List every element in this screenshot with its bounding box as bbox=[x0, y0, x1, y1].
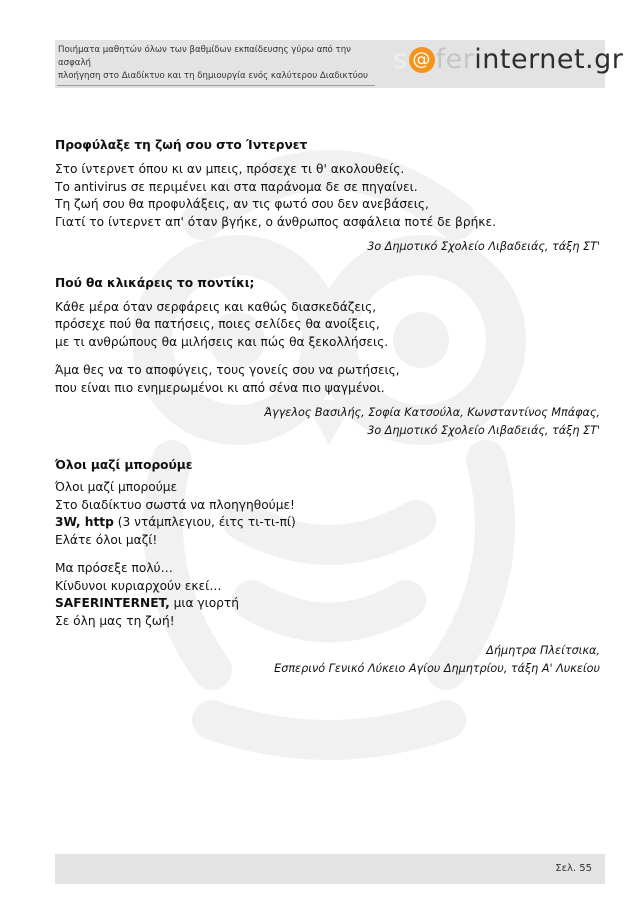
poem-line: Άμα θες να το αποφύγεις, τους γονείς σου να ρωτήσεις, bbox=[55, 363, 400, 377]
poem-line: Ελάτε όλοι μαζί! bbox=[55, 532, 158, 547]
poem-author: Άγγελος Βασιλής, Σοφία Κατσούλα, Κωνσταντίνος Μπάφας, bbox=[264, 406, 600, 419]
poem-author: Δήμητρα Πλείτσικα, bbox=[486, 644, 600, 657]
poem-line: Τη ζωή σου θα προφυλάξεις, αν τις φωτό σου δεν ανεβάσεις, bbox=[55, 197, 429, 211]
poem-author: 3ο Δημοτικό Σχολείο Λιβαδειάς, τάξη ΣΤ' bbox=[367, 240, 600, 253]
logo-at-icon: @ bbox=[409, 47, 435, 73]
logo-fer: fer bbox=[435, 44, 475, 75]
poem-author: 3ο Δημοτικό Σχολείο Λιβαδειάς, τάξη ΣΤ' bbox=[367, 423, 600, 437]
poem-title: Όλοι μαζί μπορούμε bbox=[55, 458, 193, 472]
logo-s: s bbox=[393, 44, 408, 75]
poem-line: που είναι πιο ενημερωμένοι κι από σένα πιο ψαγμένοι. bbox=[55, 380, 385, 395]
poem-line: Στο διαδίκτυο σωστά να πλοηγηθούμε! bbox=[55, 497, 295, 512]
header-caption-line-1: Ποιήματα μαθητών όλων των βαθμίδων εκπαίδευσης γύρω από την ασφαλή bbox=[58, 45, 351, 68]
poem-line bbox=[55, 595, 600, 613]
poem-title: Πού θα κλικάρεις το ποντίκι; bbox=[55, 275, 255, 290]
header-caption bbox=[58, 44, 378, 83]
poem-line: πρόσεχε πού θα πατήσεις, ποιες σελίδες θα ανοίξεις, bbox=[55, 317, 380, 331]
poem-author: Εσπερινό Γενικό Λύκειο Αγίου Δημητρίου, τάξη Α' Λυκείου bbox=[274, 661, 600, 675]
logo-internet-gr: internet.gr bbox=[474, 44, 624, 75]
poem-1 bbox=[55, 137, 600, 256]
poem-line: Στο ίντερνετ όπου κι αν μπεις, πρόσεχε τι θ' ακολουθείς. bbox=[55, 162, 405, 176]
poem-3 bbox=[55, 457, 600, 677]
footer-band bbox=[55, 854, 605, 884]
poem-line: Μα πρόσεξε πολύ… bbox=[55, 561, 173, 575]
saferinternet-logo bbox=[393, 44, 623, 75]
poem-line: Σε όλη μας τη ζωή! bbox=[55, 613, 175, 628]
poem-line bbox=[55, 514, 600, 532]
poem-line-rest: μια γιορτή bbox=[169, 596, 239, 610]
poem-line: Όλοι μαζί μπορούμε bbox=[55, 480, 178, 494]
header-caption-line-2: πλοήγηση στο Διαδίκτυο και τη δημιουργία ενός καλύτερου Διαδικτύου bbox=[58, 71, 368, 81]
poem-line-bold: 3W, http bbox=[55, 515, 114, 529]
poem-line: Το antivirus σε περιμένει και στα παράνομα δε σε πηγαίνει. bbox=[55, 179, 418, 194]
poem-line: Κάθε μέρα όταν σερφάρεις και καθώς διασκεδάζεις, bbox=[55, 299, 377, 314]
poems-content bbox=[55, 137, 600, 677]
poem-line: με τι ανθρώπους θα μιλήσεις και πώς θα ξεκολλήσεις. bbox=[55, 334, 389, 349]
poem-2 bbox=[55, 275, 600, 440]
poem-line-bold: SAFERINTERNET, bbox=[55, 596, 170, 610]
poem-line: Κίνδυνοι κυριαρχούν εκεί… bbox=[55, 578, 222, 593]
poem-title: Προφύλαξε τη ζωή σου στο Ίντερνετ bbox=[55, 138, 308, 152]
poem-line-rest: (3 ντάμπλεγιου, έιτς τι-τι-πί) bbox=[113, 515, 296, 529]
header-divider bbox=[57, 85, 375, 86]
page-number: Σελ. 55 bbox=[555, 863, 592, 874]
poem-line: Γιατί το ίντερνετ απ' όταν βγήκε, ο άνθρωπος ασφάλεια ποτέ δε βρήκε. bbox=[55, 214, 496, 229]
